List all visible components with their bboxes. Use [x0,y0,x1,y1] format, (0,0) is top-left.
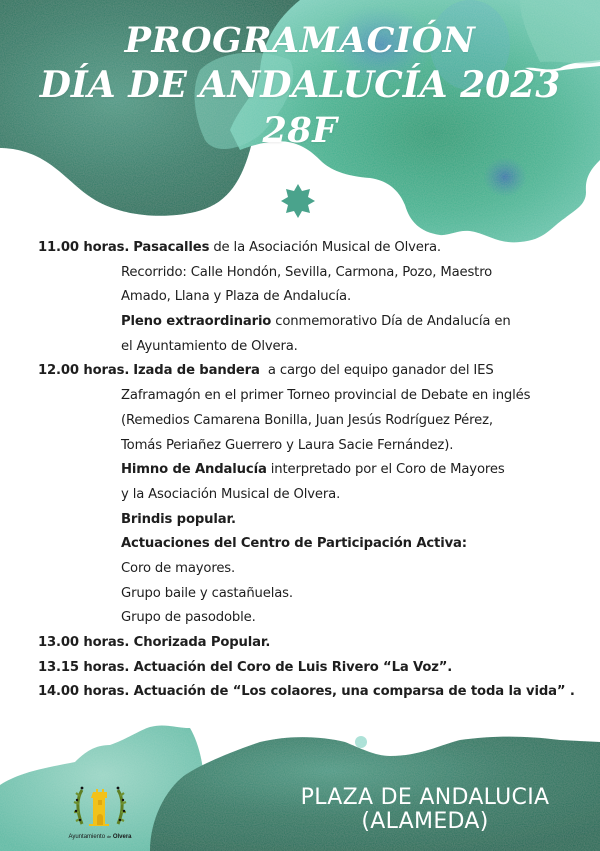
event-text: conmemorativo Día de Andalucía en [271,314,511,330]
schedule-row [38,434,578,459]
ayuntamiento-logo [60,784,140,844]
event-title: Chorizada Popular. [133,635,271,650]
schedule-row [38,285,578,310]
schedule-row [38,508,578,533]
logo-caption [60,834,140,840]
event-text: Recorrido: Calle Hondón, Sevilla, Carmona, Pozo, Maestro [121,264,493,280]
schedule-row [38,606,578,631]
event-text: Zaframagón en el primer Torneo provincial de Debate en inglés [121,388,531,404]
poster-title [0,18,600,153]
schedule-time: 11.00 horas. [38,240,130,255]
schedule-time: 12.00 horas. [38,363,130,379]
event-text: Grupo de pasodoble. [121,610,256,626]
schedule-time: 13.15 horas. [38,659,130,675]
schedule-row [38,483,578,508]
event-title: Brindis popular. [121,511,236,527]
schedule-row [38,631,578,656]
schedule-row [38,261,578,286]
program-schedule [38,236,578,705]
schedule-row [38,532,578,557]
ayuntamiento-olvera-crest-icon [60,784,140,832]
event-text: y la Asociación Musical de Olvera. [121,486,341,502]
event-title: Actuaciones del Centro de Participación Activa: [121,536,467,552]
logo-caption-olvera: Olvera [112,834,132,840]
event-text: (Remedios Camarena Bonilla, Juan Jesús Rodríguez Pérez, [121,412,493,428]
event-title: Pasacalles [133,240,210,255]
event-text: Grupo baile y castañuelas. [121,585,293,601]
event-title: Himno de Andalucía [121,462,267,478]
event-title: Pleno extraordinario [121,314,272,330]
schedule-row [38,680,578,705]
schedule-row [38,458,578,483]
schedule-row [38,310,578,335]
schedule-row [38,409,578,434]
schedule-row [38,236,578,261]
schedule-row [38,656,578,681]
event-text: Amado, Llana y Plaza de Andalucía. [121,289,352,305]
event-text: el Ayuntamiento de Olvera. [121,338,298,354]
venue-name: PLAZA DE ANDALUCIA [300,785,550,810]
event-text: interpretado por el Coro de Mayores [266,462,505,478]
venue-location [280,786,570,834]
schedule-row [38,335,578,360]
schedule-row [38,359,578,384]
title-dia-de-andalucia: DÍA DE ANDALUCÍA 2023 [39,64,561,106]
title-28f: 28F [262,110,338,151]
venue-subtitle: (ALAMEDA) [361,809,489,834]
event-title: Izada de bandera [133,363,260,379]
event-title: Actuación del Coro de Luis Rivero “La Voz”. [133,659,453,675]
eight-point-star-icon [281,184,315,218]
schedule-row [38,582,578,607]
title-programacion: PROGRAMACIÓN [124,20,476,61]
logo-caption-de: de [106,834,112,839]
logo-caption-ayuntamiento: Ayuntamiento [68,834,106,840]
schedule-time: 14.00 horas. [38,684,130,700]
event-title: Actuación de “Los colaores, una comparsa de toda la vida” . [133,684,575,700]
schedule-time: 13.00 horas. [38,635,130,650]
event-text: Tomás Periañez Guerrero y Laura Sacie Fernández). [121,437,454,453]
schedule-row [38,384,578,409]
event-text: a cargo del equipo ganador del IES [259,363,494,379]
event-text: Coro de mayores. [121,560,236,576]
schedule-row [38,557,578,582]
event-text: de la Asociación Musical de Olvera. [209,240,441,255]
